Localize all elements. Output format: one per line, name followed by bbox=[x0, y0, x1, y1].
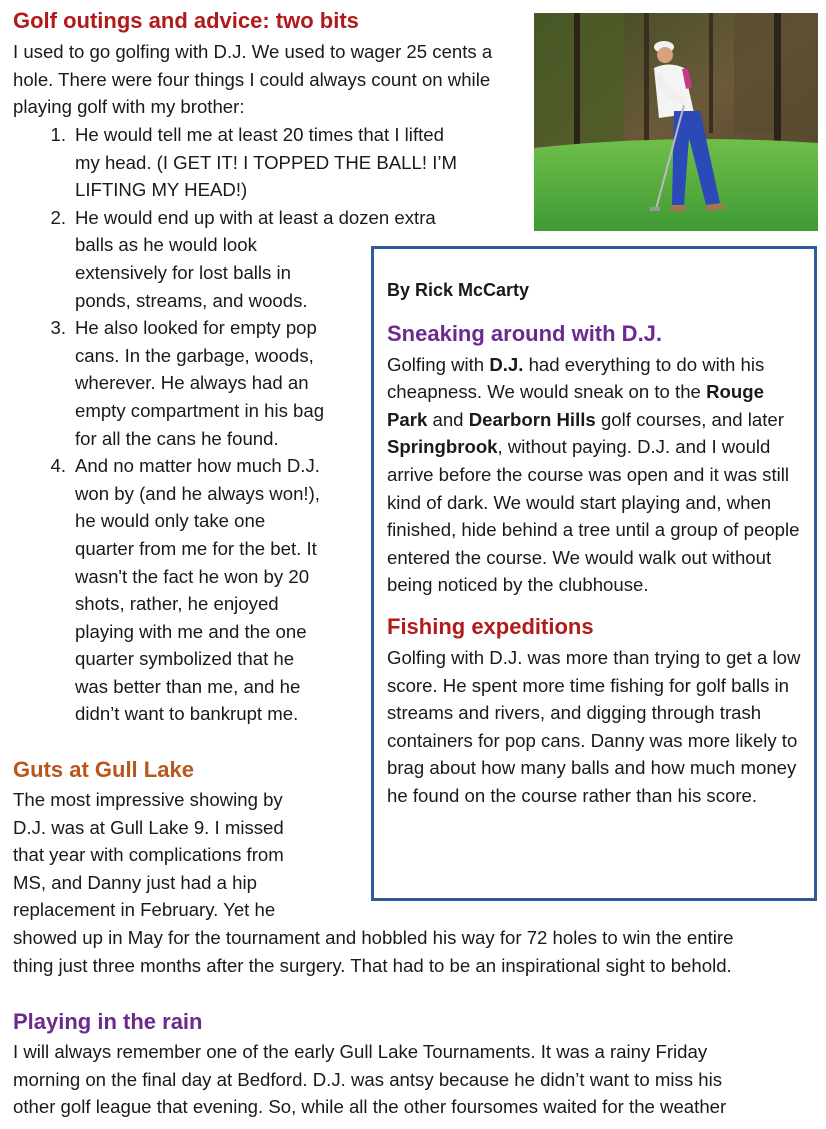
text-line: I will always remember one of the early Gull Lake Tournaments. It was a rainy Friday bbox=[13, 1041, 708, 1062]
list-line: didn’t want to bankrupt me. bbox=[75, 703, 299, 725]
text-line: D.J. was at Gull Lake 9. I missed bbox=[13, 816, 284, 838]
list-item bbox=[40, 121, 510, 204]
list-line: He would tell me at least 20 times that I lifted bbox=[75, 124, 444, 145]
golf-outings-intro: I used to go golfing with D.J. We used to wager 25 cents a hole. There were four things I could always count on while playing golf with my brother: bbox=[13, 41, 493, 118]
fishing-body: Golfing with D.J. was more than trying to get a low score. He spent more time fishing for golf balls in streams and rivers, and digging through trash containers for pop cans. Danny was more likely to brag about how many balls and how much money he found on the course rather than his score. bbox=[387, 646, 801, 806]
sneaking-body bbox=[387, 351, 804, 599]
list-line: ponds, streams, and woods. bbox=[75, 289, 308, 311]
byline: By Rick McCarty bbox=[387, 280, 530, 300]
bold-text: D.J. bbox=[489, 353, 524, 375]
text-run: Golfing with bbox=[387, 353, 490, 375]
bold-text: Springbrook bbox=[387, 436, 498, 458]
list-line: wasn't the fact he won by 20 bbox=[75, 565, 310, 587]
text-line: other golf league that evening. So, while all the other foursomes waited for the weather bbox=[13, 1096, 727, 1118]
bold-text: Rouge Park bbox=[387, 381, 764, 430]
list-number: 3 . bbox=[40, 314, 66, 342]
list-line: playing with me and the one bbox=[75, 620, 307, 642]
list-line: wherever. He always had an bbox=[75, 372, 309, 394]
list-line: extensively for lost balls in bbox=[75, 261, 291, 283]
text-run: golf courses, and later bbox=[595, 408, 784, 430]
gull-lake-body-narrow bbox=[13, 786, 333, 924]
list-line: my head. (I GET IT! I TOPPED THE BALL! I’M bbox=[75, 151, 457, 173]
list-line: for all the cans he found. bbox=[75, 427, 279, 449]
list-number: 1 . bbox=[40, 121, 66, 149]
section-title-sneaking: Sneaking around with D.J. bbox=[387, 320, 663, 346]
sidebar-box bbox=[371, 246, 817, 901]
section-title-gull-lake: Guts at Gull Lake bbox=[13, 757, 194, 782]
list-line: balls as he would look bbox=[75, 234, 257, 256]
golfer-photo bbox=[534, 13, 818, 231]
list-number: 4 . bbox=[40, 452, 66, 480]
list-line: cans. In the garbage, woods, bbox=[75, 344, 314, 366]
list-line: LIFTING MY HEAD!) bbox=[75, 179, 248, 201]
gull-lake-body-wide bbox=[13, 924, 823, 979]
section-title-rain: Playing in the rain bbox=[13, 1009, 203, 1034]
list-line: empty compartment in his bag bbox=[75, 399, 325, 421]
bold-text: Dearborn Hills bbox=[468, 408, 596, 430]
list-line: shots, rather, he enjoyed bbox=[75, 593, 279, 615]
list-number: 2 . bbox=[40, 204, 66, 232]
list-line: quarter from me for the bet. It bbox=[75, 537, 317, 559]
text-line: MS, and Danny just had a hip bbox=[13, 871, 257, 893]
text-run: had everything to do with his cheapness. We would sneak on to the bbox=[387, 353, 765, 403]
list-line: He would end up with at least a dozen extra bbox=[75, 206, 436, 228]
list-line: He also looked for empty pop bbox=[75, 317, 317, 339]
text-run: , without paying. D.J. and I would arrive before the course was open and it was still kind of dark. We would start playing and, when finished, hide behind a tree until a group of people entered the course. We would walk out without being noticed by the clubhouse. bbox=[387, 436, 800, 596]
list-line: quarter symbolized that he bbox=[75, 648, 295, 670]
list-line: was better than me, and he bbox=[75, 675, 301, 697]
section-title-fishing: Fishing expeditions bbox=[387, 613, 594, 639]
text-line: thing just three months after the surgery. That had to be an inspirational sight to behold. bbox=[13, 954, 732, 976]
text-run: and bbox=[427, 408, 469, 430]
text-line: replacement in February. Yet he bbox=[13, 899, 276, 921]
text-line: morning on the final day at Bedford. D.J. was antsy because he didn’t want to miss his bbox=[13, 1068, 723, 1090]
list-line: he would only take one bbox=[75, 510, 266, 532]
text-line: The most impressive showing by bbox=[13, 789, 283, 810]
section-title-golf-outings: Golf outings and advice: two bits bbox=[13, 8, 359, 33]
rain-body bbox=[13, 1038, 823, 1121]
text-line: showed up in May for the tournament and hobbled his way for 72 holes to win the entire bbox=[13, 927, 734, 948]
list-line: won by (and he always won!), bbox=[75, 482, 320, 504]
list-line: And no matter how much D.J. bbox=[75, 455, 320, 477]
text-line: that year with complications from bbox=[13, 844, 284, 866]
